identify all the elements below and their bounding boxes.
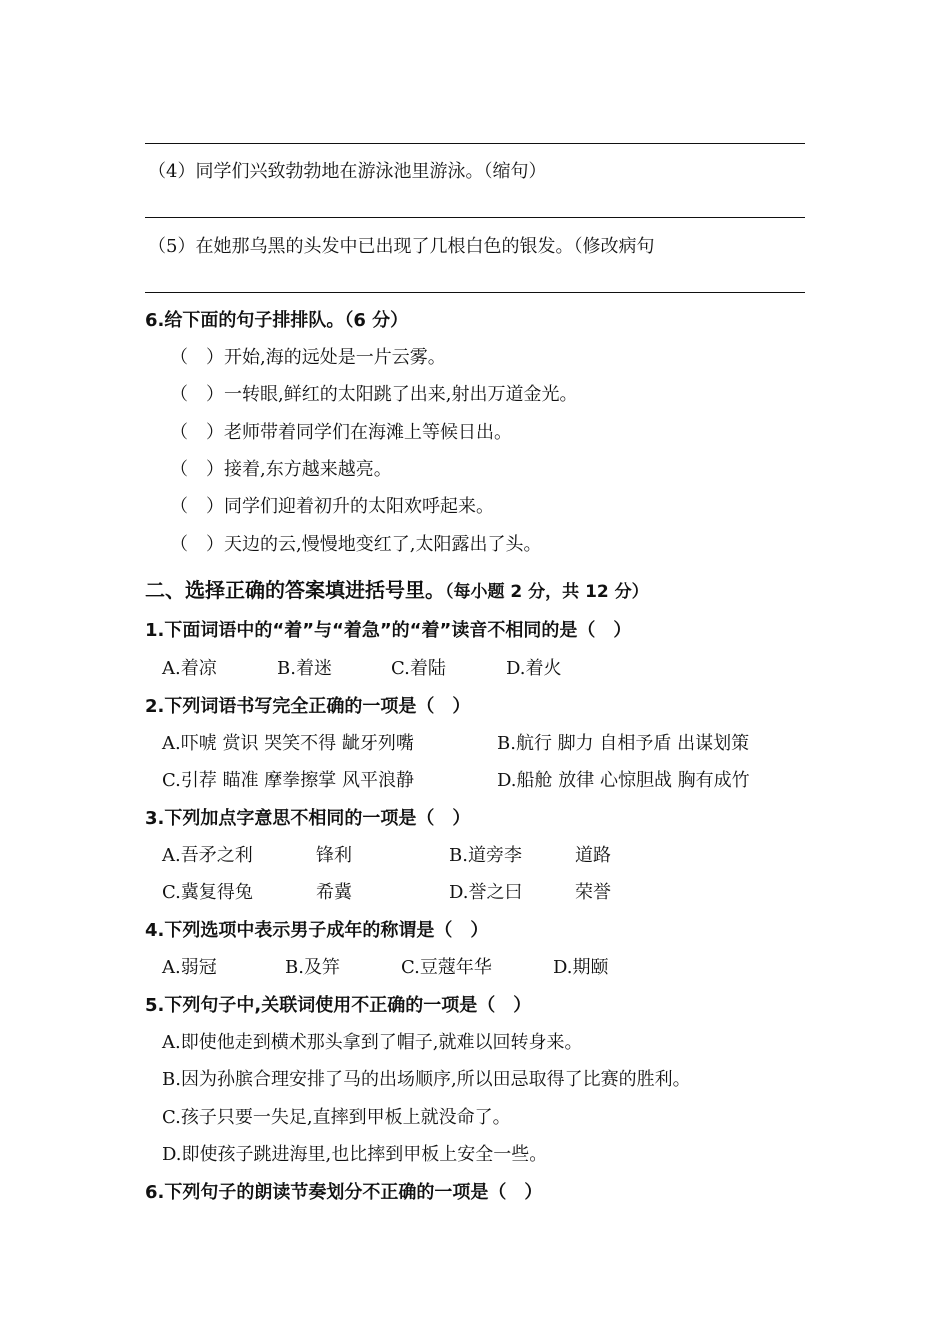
option-d-word: 荣誉 — [575, 882, 611, 903]
option-a[interactable]: A.吓唬 赏识 哭笑不得 龇牙列嘴 — [162, 733, 414, 754]
option-b[interactable]: B.航行 脚力 自相予盾 出谋划策 — [497, 733, 750, 754]
ordering-text: 老师带着同学们在海滩上等候日出。 — [224, 422, 512, 443]
option-c[interactable]: C.冀复得兔 — [162, 882, 253, 903]
ordering-text: 天边的云,慢慢地变红了,太阳露出了头。 — [224, 534, 542, 555]
ordering-text: 开始,海的远处是一片云雾。 — [224, 347, 446, 368]
option-c[interactable]: C.引荐 瞄准 摩拳擦掌 风平浪静 — [162, 770, 415, 791]
ordering-item — [170, 496, 494, 518]
answer-line — [145, 143, 805, 144]
question-stem: 5.下列句子中,关联词使用不正确的一项是（ ） — [145, 995, 532, 1016]
option-d[interactable]: D.着火 — [506, 658, 562, 679]
ordering-blank[interactable]: （ ） — [170, 534, 224, 555]
ordering-item — [170, 422, 512, 444]
question-stem: 2.下列词语书写完全正确的一项是（ ） — [145, 696, 471, 717]
rewrite-item-5: （5）在她那乌黑的头发中已出现了几根白色的银发。（修改病句 — [148, 236, 655, 257]
option-b[interactable]: B.着迷 — [277, 658, 332, 679]
option-d[interactable]: D.誉之曰 — [449, 882, 523, 903]
option-a-word: 锋利 — [316, 845, 352, 866]
option-c-word: 希冀 — [316, 882, 352, 903]
question-stem: 1.下面词语中的“着”与“着急”的“着”读音不相同的是（ ） — [145, 620, 632, 641]
option-d[interactable]: D.即使孩子跳进海里,也比摔到甲板上安全一些。 — [162, 1144, 548, 1165]
question-stem: 4.下列选项中表示男子成年的称谓是（ ） — [145, 920, 489, 941]
ordering-blank[interactable]: （ ） — [170, 496, 224, 517]
ordering-text: 一转眼,鲜红的太阳跳了出来,射出万道金光。 — [224, 384, 578, 405]
section-title: 二、选择正确的答案填进括号里。 — [145, 578, 445, 602]
ordering-text: 接着,东方越来越亮。 — [224, 459, 392, 480]
option-a[interactable]: A.吾矛之利 — [162, 845, 253, 866]
option-c[interactable]: C.孩子只要一失足,直摔到甲板上就没命了。 — [162, 1107, 511, 1128]
section-heading — [145, 577, 649, 605]
answer-line — [145, 217, 805, 218]
ordering-blank[interactable]: （ ） — [170, 459, 224, 480]
option-c[interactable]: C.着陆 — [391, 658, 446, 679]
ordering-blank[interactable]: （ ） — [170, 422, 224, 443]
q6-title: 6.给下面的句子排排队。（6 分） — [145, 310, 409, 331]
option-d[interactable]: D.期颐 — [553, 957, 609, 978]
question-stem: 3.下列加点字意思不相同的一项是（ ） — [145, 808, 471, 829]
rewrite-item-4: （4）同学们兴致勃勃地在游泳池里游泳。（缩句） — [148, 161, 547, 182]
ordering-blank[interactable]: （ ） — [170, 384, 224, 405]
option-a[interactable]: A.即使他走到横术那头拿到了帽子,就难以回转身来。 — [162, 1032, 583, 1053]
option-a[interactable]: A.着凉 — [162, 658, 217, 679]
option-b-word: 道路 — [575, 845, 611, 866]
answer-line — [145, 292, 805, 293]
ordering-item — [170, 384, 577, 406]
question-stem: 6.下列句子的朗读节奏划分不正确的一项是（ ） — [145, 1182, 543, 1203]
section-note: （每小题 2 分，共 12 分） — [445, 582, 649, 602]
ordering-item — [170, 347, 446, 369]
option-c[interactable]: C.豆蔻年华 — [401, 957, 492, 978]
option-d[interactable]: D.船舱 放律 心惊胆战 胸有成竹 — [497, 770, 750, 791]
option-b[interactable]: B.因为孙膑合理安排了马的出场顺序,所以田忌取得了比赛的胜利。 — [162, 1069, 691, 1090]
option-b[interactable]: B.及笄 — [285, 957, 340, 978]
ordering-item — [170, 534, 541, 556]
ordering-item — [170, 459, 392, 481]
ordering-blank[interactable]: （ ） — [170, 347, 224, 368]
option-a[interactable]: A.弱冠 — [162, 957, 217, 978]
ordering-text: 同学们迎着初升的太阳欢呼起来。 — [224, 496, 494, 517]
option-b[interactable]: B.道旁李 — [449, 845, 522, 866]
